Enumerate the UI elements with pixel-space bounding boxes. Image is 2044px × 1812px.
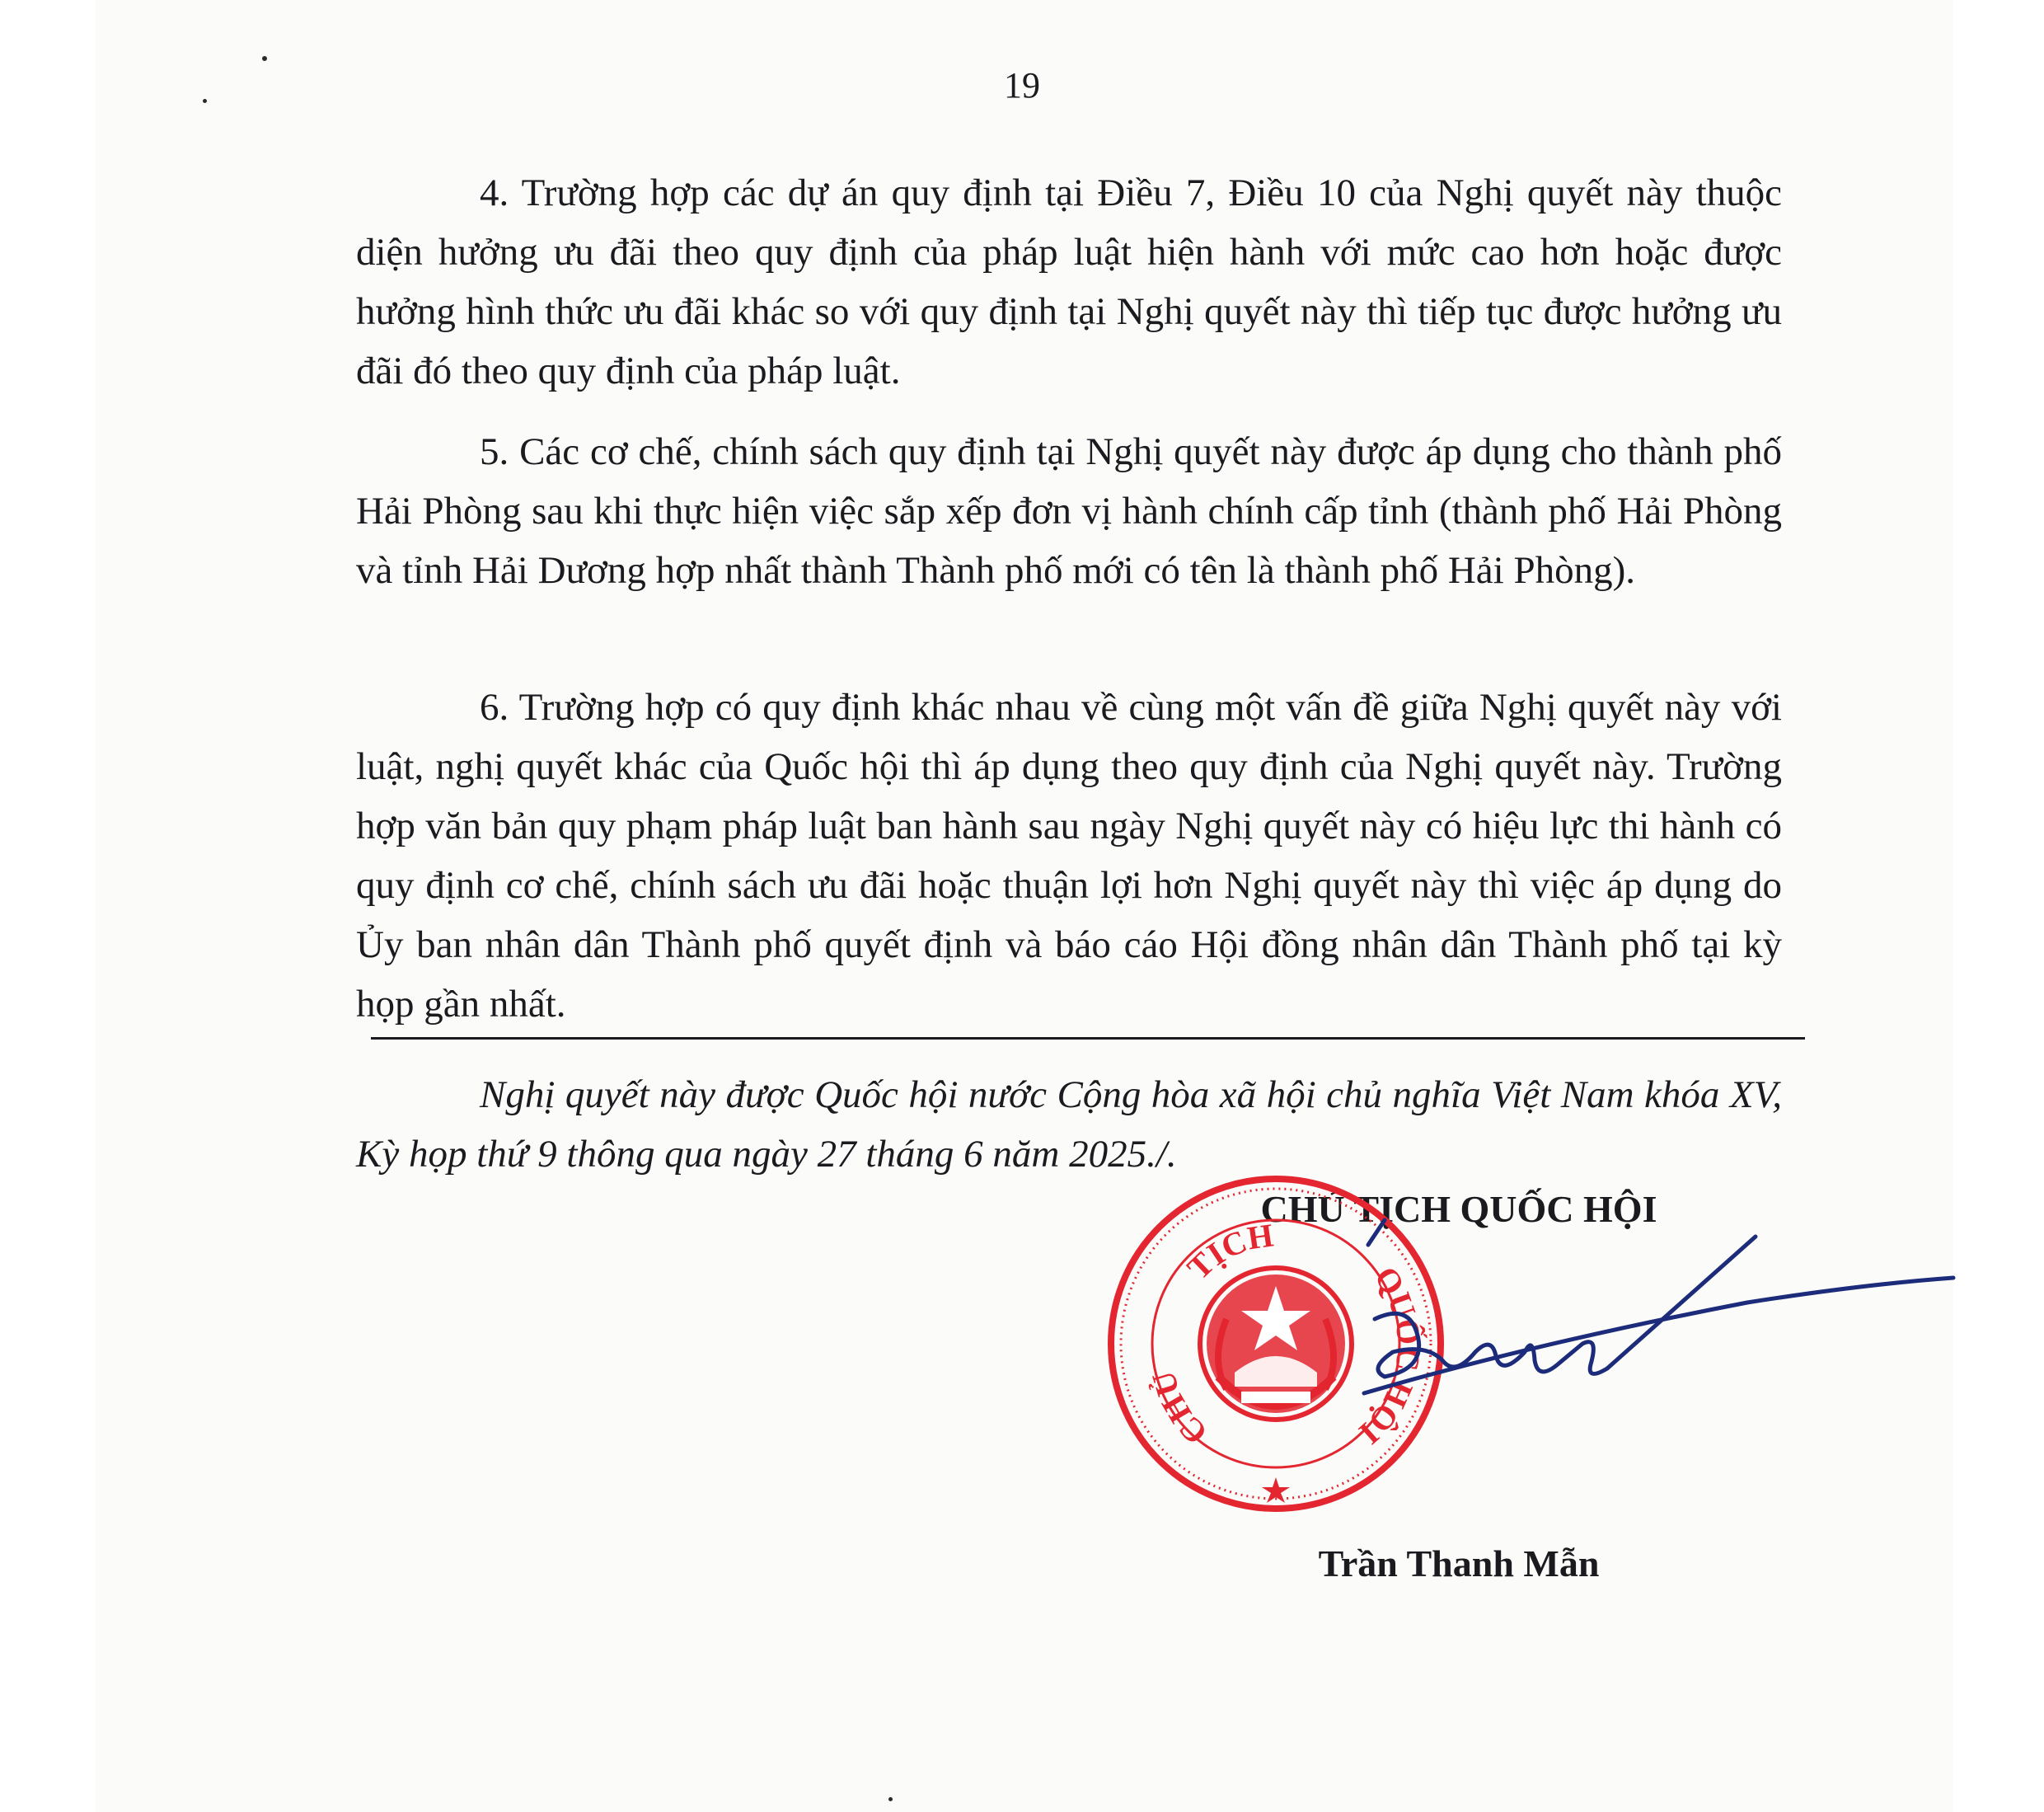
handwritten-signature-icon [1286,1212,1962,1558]
paragraph-text: Trường hợp có quy định khác nhau về cùng một vấn đề giữa Nghị quyết này với luật, nghị quyết khác của Quốc hội thì áp dụng theo quy định của Nghị quyết này. Trường hợp văn bản quy phạm pháp luật ban hành sau ngày Nghị quyết này có hiệu lực thi hành có quy định cơ chế, chính sách ưu đãi hoặc thuận lợi hơn Nghị quyết này thì việc áp dụng do Ủy ban nhân dân Thành phố quyết định và báo cáo Hội đồng nhân dân Thành phố tại kỳ họp gần nhất. [356,686,1782,1026]
signer-name: Trần Thanh Mẫn [1318,1542,1600,1584]
paragraph-6 [356,678,1782,1034]
scan-speck [262,56,267,61]
paragraph-5 [356,422,1782,600]
scan-speck [888,1797,893,1801]
horizontal-divider [371,1037,1805,1040]
paragraph-number: 5. [480,430,509,473]
paragraph-number: 6. [480,686,509,729]
page-number: 19 [1004,65,1040,106]
paragraph-text: Trường hợp các dự án quy định tại Điều 7, Điều 10 của Nghị quyết này thuộc diện hưởng ưu đãi theo quy định của pháp luật hiện hành với mức cao hơn hoặc được hưởng hình thức ưu đãi khác so với quy định tại Nghị quyết này thì tiếp tục được hưởng ưu đãi đó theo quy định của pháp luật. [356,171,1783,392]
paragraph-number: 4. [480,171,509,214]
signatory-title: CHỦ TỊCH QUỐC HỘI [1260,1188,1657,1230]
adoption-passage-text: Nghị quyết này được Quốc hội nước Cộng hòa xã hội chủ nghĩa Việt Nam khóa XV, Kỳ họp thứ 9 thông qua ngày 27 tháng 6 năm 2025./. [356,1073,1782,1176]
paragraph-text: Các cơ chế, chính sách quy định tại Nghị quyết này được áp dụng cho thành phố Hải Phòng sau khi thực hiện việc sắp xếp đơn vị hành chính cấp tỉnh (thành phố Hải Phòng và tỉnh Hải Dương hợp nhất thành Thành phố mới có tên là thành phố Hải Phòng). [356,430,1782,592]
svg-text:TỊCH: TỊCH [1179,1216,1276,1287]
paragraph-4 [356,163,1782,401]
adoption-passage [356,1065,1782,1184]
svg-text:CHỦ: CHỦ [1144,1367,1215,1453]
svg-text:QUỐC HỘI: QUỐC HỘI [1352,1260,1428,1453]
